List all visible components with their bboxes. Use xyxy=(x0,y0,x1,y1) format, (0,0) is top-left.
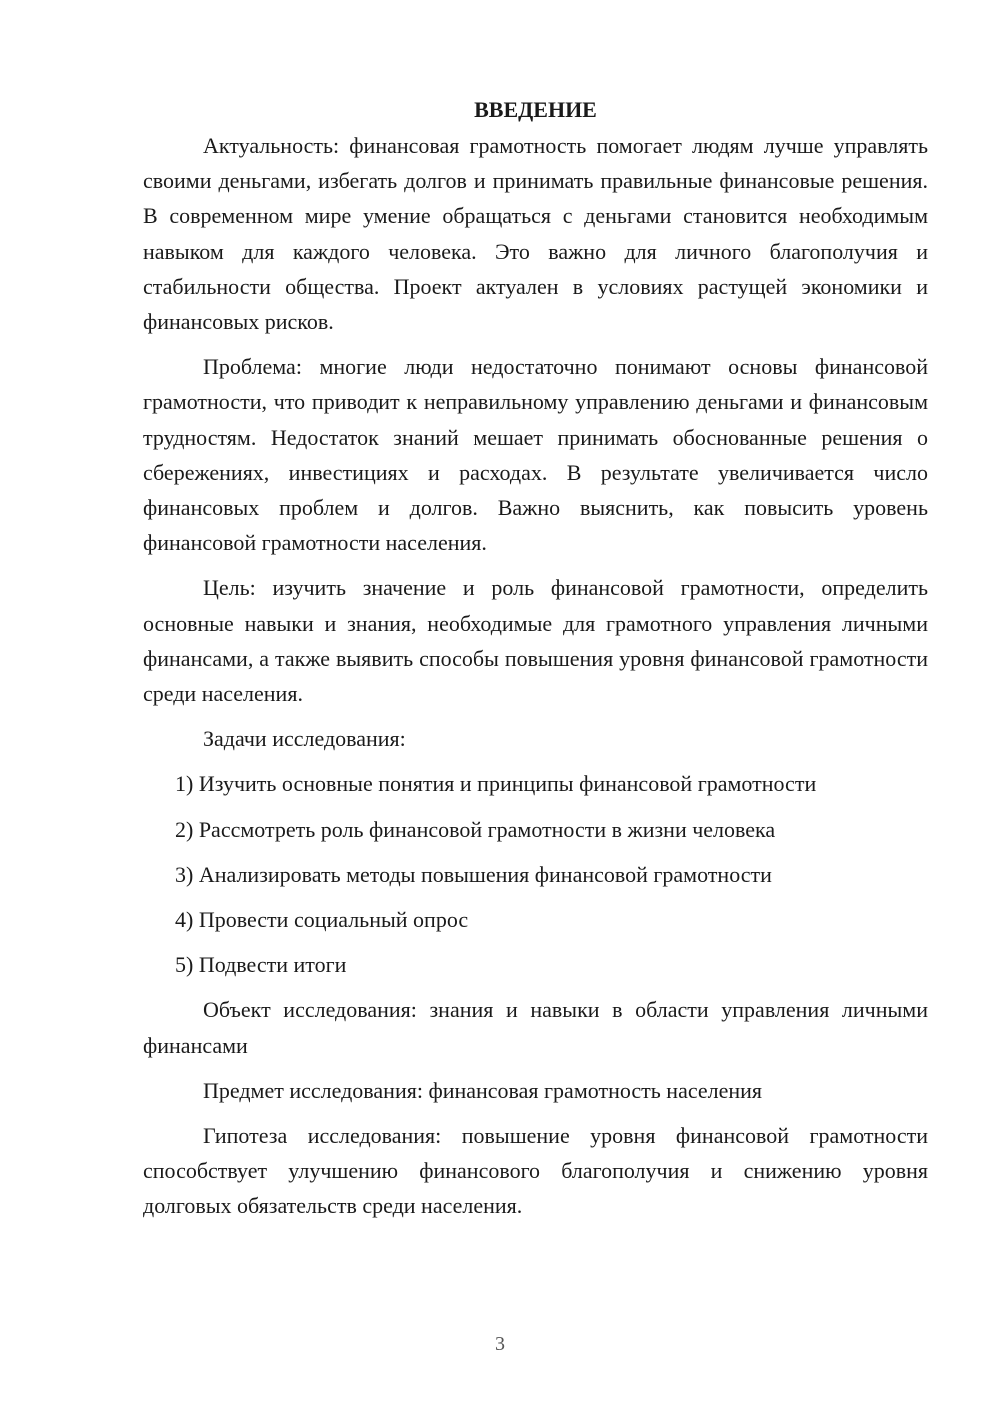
list-item: 4) Провести социальный опрос xyxy=(175,907,469,933)
page-content xyxy=(143,94,928,1234)
page-title: ВВЕДЕНИЕ xyxy=(474,97,597,122)
list-item: 1) Изучить основные понятия и принципы финансовой грамотности xyxy=(175,771,817,797)
goal-paragraph: Цель: изучить значение и роль финансовой грамотности, определить основные навыки и знания, необходимые для грамотного управления личными финансами, а также выявить способы повышения уровня финансовой грамотности среди населения. xyxy=(143,575,928,707)
list-item: 3) Анализировать методы повышения финансовой грамотности xyxy=(175,861,772,887)
tasks-heading: Задачи исследования: xyxy=(203,726,406,752)
hypothesis-paragraph: Гипотеза исследования: повышение уровня финансовой грамотности способствует улучшению финансового благополучия и снижению уровня долговых обязательств среди населения. xyxy=(143,1123,928,1219)
object-paragraph: Объект исследования: знания и навыки в области управления личными финансами xyxy=(143,997,928,1058)
tasks-list xyxy=(143,766,928,982)
list-item: 2) Рассмотреть роль финансовой грамотности в жизни человека xyxy=(175,816,776,842)
problem-paragraph: Проблема: многие люди недостаточно понимают основы финансовой грамотности, что приводит к неправильному управлению деньгами и финансовым трудностям. Недостаток знаний мешает принимать обоснованные решения о сбережениях, инвестициях и расходах. В результате увеличивается число финансовых проблем и долгов. Важно выяснить, как повысить уровень финансовой грамотности населения. xyxy=(143,354,928,556)
list-item: 5) Подвести итоги xyxy=(175,952,347,978)
page-number: 3 xyxy=(495,1333,505,1355)
relevance-paragraph: Актуальность: финансовая грамотность помогает людям лучше управлять своими деньгами, избегать долгов и принимать правильные финансовые решения. В современном мире умение обращаться с деньгами становится необходимым навыком для каждого человека. Это важно для личного благополучия и стабильности общества. Проект актуален в условиях растущей экономики и финансовых рисков. xyxy=(143,133,928,335)
subject-paragraph: Предмет исследования: финансовая грамотность населения xyxy=(203,1077,763,1103)
